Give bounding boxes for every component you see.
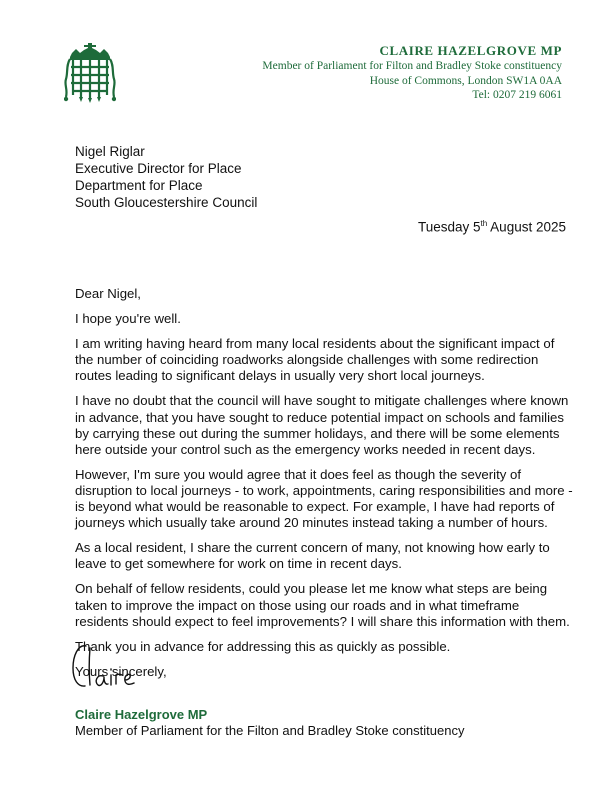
closing: Yours sincerely, [75, 663, 167, 679]
paragraph: I have no doubt that the council will have sought to mitigate challenges where known in advance, that you have sought to reduce potential impact on schools and families by carrying these out during the summer holidays, and there will be some elements here outside your control such as the emergency works needed in recent days. [75, 393, 569, 457]
letterhead-name: CLAIRE HAZELGROVE MP [379, 43, 562, 58]
handwritten-signature [70, 640, 140, 692]
letter-body [75, 286, 575, 689]
paragraph: I hope you're well. [75, 311, 181, 327]
recipient-department: Department for Place [75, 178, 203, 193]
letter-date [418, 219, 566, 235]
paragraph: As a local resident, I share the current concern of many, not knowing how early to leave to get somewhere for work on time in recent days. [75, 540, 550, 572]
signer-name: Claire Hazelgrove MP [75, 707, 208, 722]
date-ordinal-suffix: th [480, 219, 488, 228]
recipient-name: Nigel Riglar [75, 144, 145, 159]
recipient-title: Executive Director for Place [75, 161, 242, 176]
portcullis-icon [64, 43, 116, 105]
salutation: Dear Nigel, [75, 286, 141, 301]
paragraph: I am writing having heard from many local residents about the significant impact of the number of coinciding roadworks alongside challenges with some redirection routes leading to significant delays in usually very short local journeys. [75, 336, 555, 384]
letterhead [262, 43, 562, 103]
recipient-address-block [75, 143, 257, 211]
signer-role: Member of Parliament for the Filton and Bradley Stoke constituency [75, 723, 465, 738]
paragraph: However, I'm sure you would agree that it does feel as though the severity of disruption to local journeys - to work, appointments, caring responsibilities and more - is beyond what would be reasonable to expect. For example, I have had reports of journeys which usually take around 20 minutes instead taking a number of hours. [75, 466, 573, 531]
paragraph: Thank you in advance for addressing this as quickly as possible. [75, 638, 451, 654]
date-day: Tuesday 5 [417, 219, 481, 235]
letterhead-role: Member of Parliament for Filton and Bradley Stoke constituency [262, 60, 562, 72]
paragraph: On behalf of fellow residents, could you please let me know what steps are being taken to improve the impact on those using our roads and in what timeframe residents should expect to feel improvements? I will share this information with them. [75, 581, 570, 629]
date-month-year: August 2025 [487, 219, 566, 235]
recipient-organisation: South Gloucestershire Council [75, 195, 258, 210]
letterhead-phone: Tel: 0207 219 6061 [472, 89, 562, 101]
letterhead-address: House of Commons, London SW1A 0AA [369, 74, 562, 87]
